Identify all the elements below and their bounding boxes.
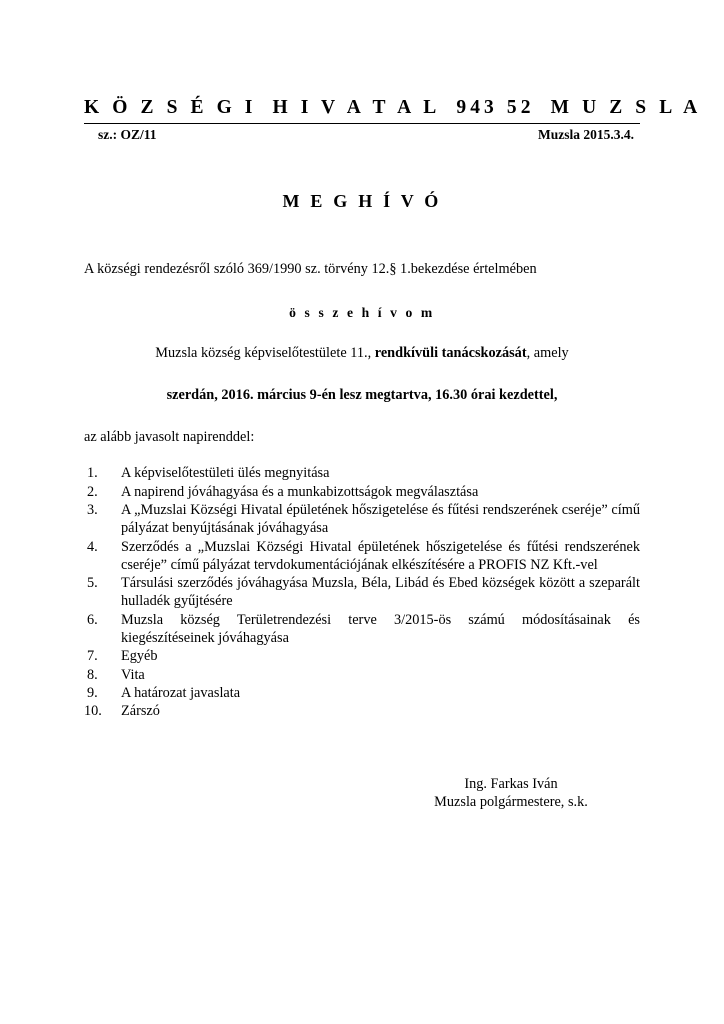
signature-block — [84, 775, 640, 812]
agenda-item-number: 4. — [87, 538, 98, 555]
agenda-item-text: Zárszó — [121, 703, 160, 720]
agenda-lead-in: az alább javasolt napirenddel: — [84, 429, 255, 446]
legal-basis-paragraph: A községi rendezésről szóló 369/1990 sz. törvény 12.§ 1.bekezdése értelmében — [84, 261, 537, 278]
agenda-item — [84, 666, 640, 684]
council-session-emphasis: rendkívüli tanácskozását — [374, 344, 527, 361]
agenda-item — [84, 684, 640, 702]
letterhead-office-2: H I V A T A L — [272, 97, 441, 118]
agenda-item-text: Szerződés a „Muzslai Községi Hivatal épületének hőszigetelése és fűtési rendszerének cseréje” című pályázat tervdokumentációjának elkészítésére a PROFIS NZ Kft.-vel — [121, 538, 640, 573]
council-session-line — [84, 345, 640, 363]
agenda-item-text: A képviselőtestületi ülés megnyitása — [121, 465, 330, 482]
reference-number: sz.: OZ/11 — [98, 127, 157, 143]
document-title: M E G H Í V Ó — [282, 191, 442, 212]
agenda-item — [84, 501, 640, 538]
letterhead-meta — [84, 124, 640, 143]
agenda-item-text: A napirend jóváhagyása és a munkabizottságok megválasztása — [121, 483, 479, 500]
agenda-item-number: 5. — [87, 575, 98, 592]
agenda-item — [84, 483, 640, 501]
letterhead-town: M U Z S L A — [550, 97, 702, 118]
agenda-item — [84, 611, 640, 648]
signatory-name: Ing. Farkas Iván — [464, 775, 558, 792]
convene-keyword: ö s s z e h í v o m — [289, 304, 435, 320]
signatory-role: Muzsla polgármestere, s.k. — [434, 794, 588, 811]
letterhead-zip: 943 52 — [456, 97, 535, 118]
council-session-suffix: , amely — [526, 344, 569, 361]
letterhead-title — [84, 96, 702, 124]
agenda-item-text: Társulási szerződés jóváhagyása Muzsla, Béla, Libád és Ebed községek között a szeparált hulladék gyűjtésére — [121, 575, 640, 610]
agenda-item-text: Vita — [121, 666, 145, 683]
agenda-item-number: 1. — [87, 465, 98, 482]
agenda-item-number: 9. — [87, 684, 98, 701]
agenda-item-number: 3. — [87, 501, 98, 518]
place-and-date: Muzsla 2015.3.4. — [538, 127, 634, 143]
agenda-item-number: 6. — [87, 611, 98, 628]
agenda-list — [84, 464, 640, 720]
session-datetime-line: szerdán, 2016. március 9-én lesz megtartva, 16.30 órai kezdettel, — [166, 387, 558, 404]
council-session-prefix: Muzsla község képviselőtestülete 11., — [155, 344, 375, 361]
agenda-item — [84, 538, 640, 575]
agenda-item-number: 7. — [87, 648, 98, 665]
agenda-item — [84, 702, 640, 720]
agenda-item — [84, 647, 640, 665]
agenda-item-text: Egyéb — [121, 648, 158, 665]
agenda-item — [84, 574, 640, 611]
letterhead-office: K Ö Z S É G I — [84, 97, 257, 118]
agenda-item-text: Muzsla község Területrendezési terve 3/2015-ös számú módosításainak és kiegészítéseinek jóváhagyása — [121, 611, 640, 647]
letterhead — [84, 0, 702, 143]
agenda-item-number: 2. — [87, 483, 98, 500]
agenda-item-number: 10. — [84, 703, 102, 720]
agenda-item-number: 8. — [87, 666, 98, 683]
agenda-item-text: A „Muzslai Községi Hivatal épületének hőszigetelése és fűtési rendszerének cseréje” című pályázat benyújtásának jóváhagyása — [121, 501, 640, 537]
agenda-item-text: A határozat javaslata — [121, 684, 241, 701]
agenda-item — [84, 464, 640, 482]
